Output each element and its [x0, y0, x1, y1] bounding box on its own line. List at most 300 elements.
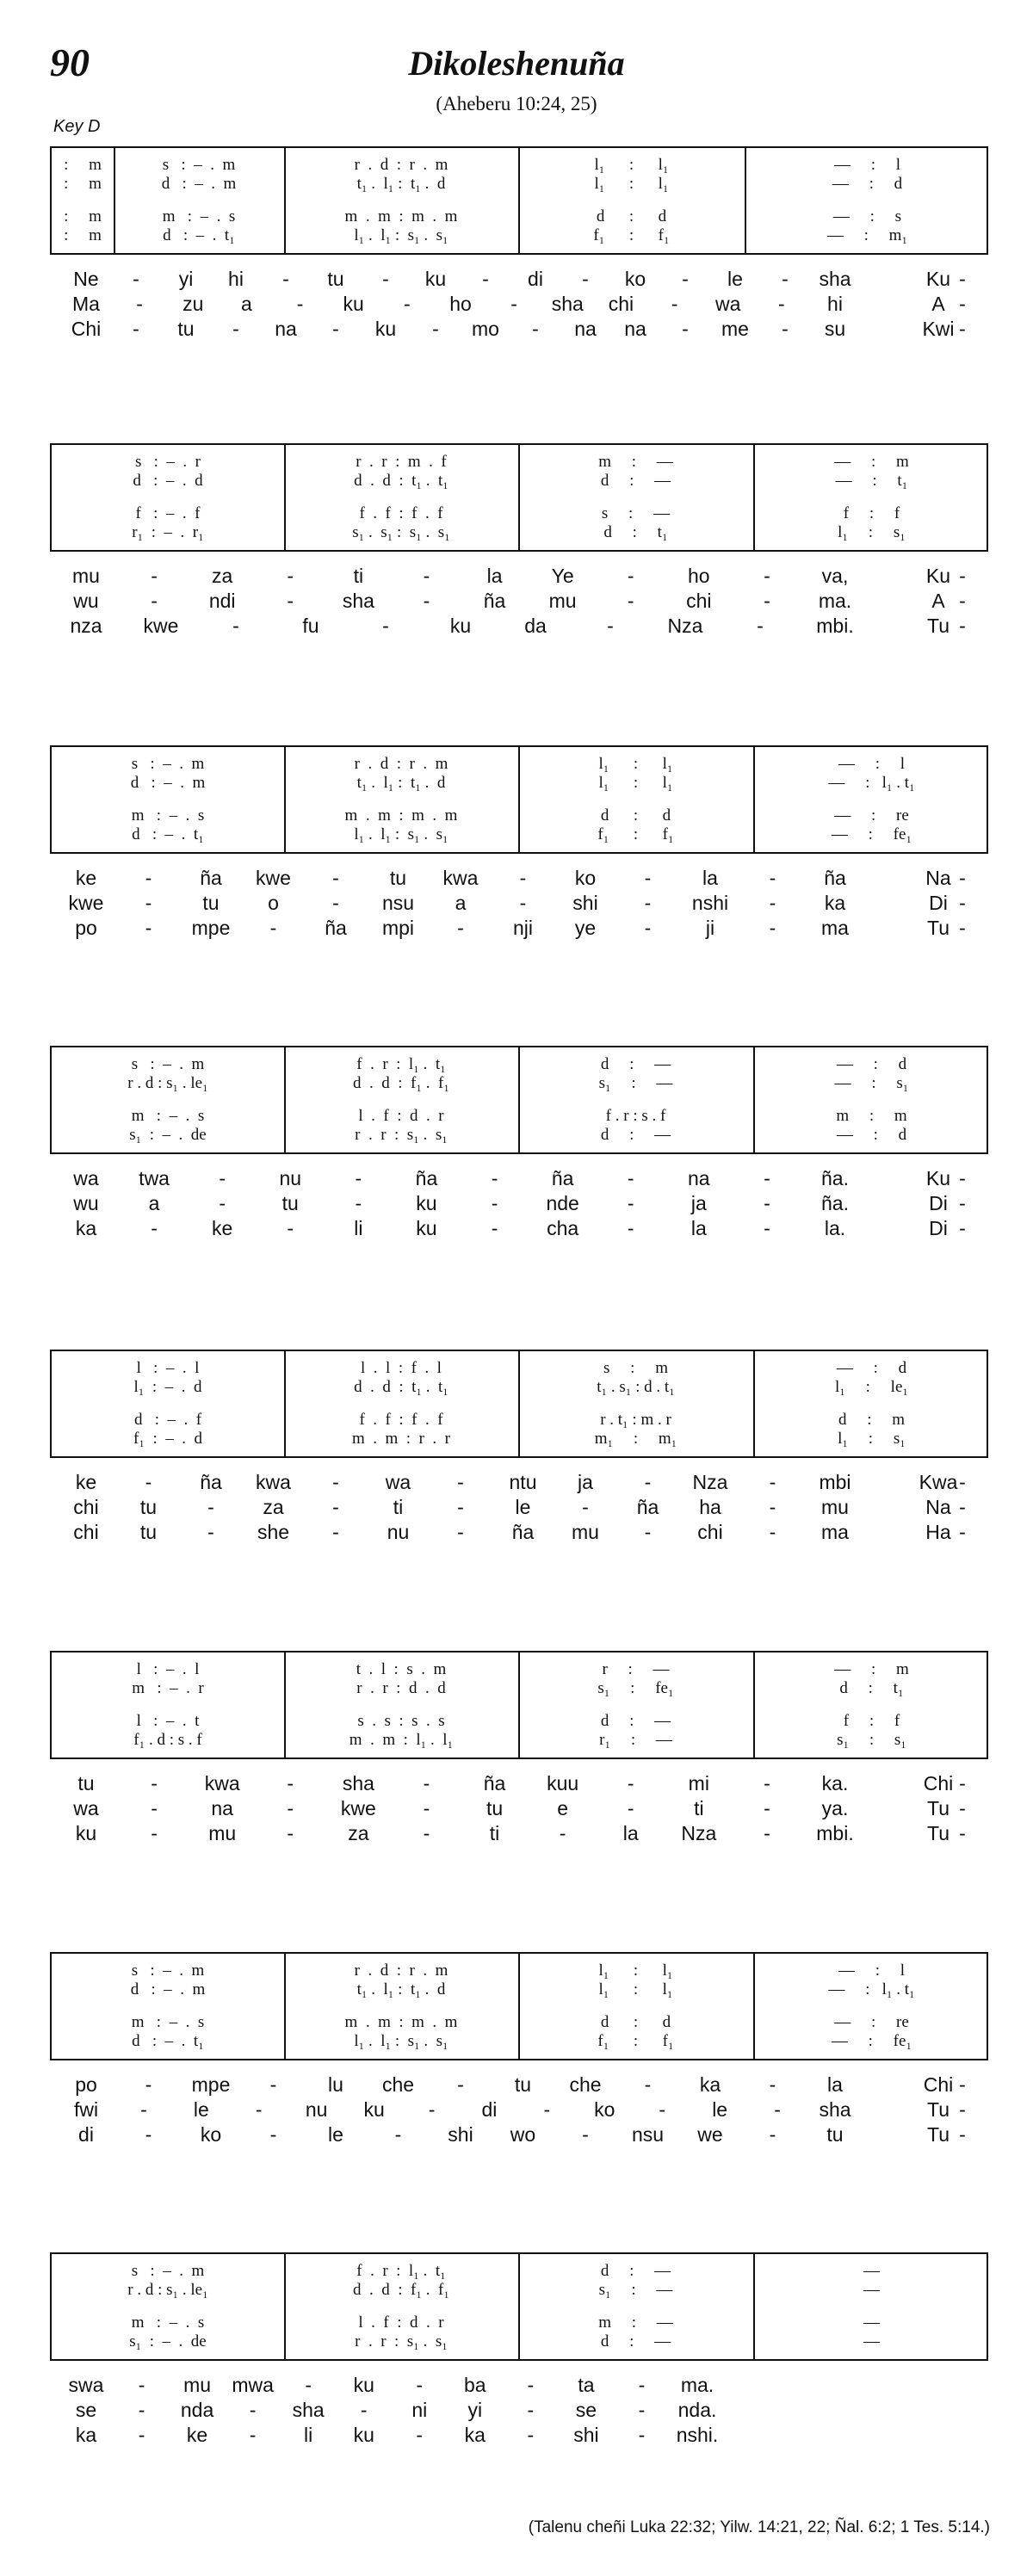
lyric-syllable: Ye — [551, 565, 574, 587]
solfa-measure: l₁ . l₁ : s₁ . s₁ — [354, 825, 448, 843]
lyric-syllable: la. — [824, 1217, 846, 1239]
syllable-hyphen: - — [959, 1471, 966, 1493]
solfa-measure: d : – . t₁ — [132, 2032, 204, 2050]
syllable-hyphen: - — [959, 1192, 966, 1214]
syllable-hyphen: - — [296, 293, 304, 315]
syllable-hyphen: - — [778, 293, 785, 315]
voice-part — [52, 1730, 987, 1751]
lyrics-block — [0, 1470, 1033, 1545]
solfa-measure: d : d — [600, 806, 671, 825]
lyric-syllable: shi — [448, 2123, 473, 2146]
syllable-hyphen: - — [432, 318, 439, 340]
solfa-measure: — : l — [838, 755, 906, 773]
lyric-syllable: nu — [387, 1521, 410, 1543]
solfa-measure: d : — — [600, 1712, 671, 1730]
lyric-syllable: ku — [416, 1192, 437, 1214]
lyric-line — [0, 2373, 1033, 2398]
lyric-syllable: po — [75, 917, 97, 939]
solfa-measure: s : – . m — [131, 1961, 205, 1980]
lyric-syllable: Kwa — [919, 1471, 958, 1493]
lyric-line — [0, 1216, 1033, 1241]
lyric-syllable: Di — [929, 892, 948, 914]
syllable-hyphen: - — [145, 917, 152, 939]
lyric-syllable: ka — [464, 2424, 486, 2446]
voice-part — [52, 825, 987, 845]
syllable-hyphen: - — [959, 867, 966, 889]
solfa-measure: t₁ . l₁ : t₁ . d — [356, 175, 446, 193]
lyric-syllable: ti — [353, 565, 364, 587]
syllable-hyphen: - — [145, 2123, 152, 2146]
lyric-syllable: mbi. — [816, 1822, 854, 1844]
lyric-line — [0, 1191, 1033, 1216]
syllable-hyphen: - — [355, 1192, 362, 1214]
lyric-syllable: va, — [821, 565, 849, 587]
solfa-measure: f₁ : – . d — [133, 1430, 202, 1448]
lyric-syllable: ka — [699, 2073, 721, 2096]
syllable-hyphen: - — [959, 615, 966, 637]
solfa-measure: l . l : f . l — [361, 1359, 442, 1377]
solfa-measure: l : – . t — [136, 1712, 200, 1730]
syllable-hyphen: - — [145, 867, 152, 889]
solfa-measure: r . r : d . d — [356, 1679, 446, 1697]
staff-system — [50, 1651, 988, 1759]
lyric-syllable: ku — [424, 268, 447, 290]
voice-part — [52, 207, 987, 227]
solfa-measure: r . d : s₁ . le₁ — [127, 1074, 208, 1092]
solfa-measure: t₁ . s₁ : d . t₁ — [597, 1378, 675, 1396]
solfa-measure: r . r : s₁ . s₁ — [355, 1126, 448, 1144]
key-signature: Key D — [53, 117, 101, 136]
lyric-syllable: Di — [929, 1217, 948, 1239]
solfa-measure: l₁ . l₁ : s₁ . s₁ — [354, 2032, 448, 2050]
lyric-syllable: tu — [139, 1521, 158, 1543]
syllable-hyphen: - — [287, 565, 294, 587]
lyric-syllable: ni — [411, 2399, 428, 2421]
solfa-measure: l₁ : l₁ — [598, 1980, 673, 1998]
syllable-hyphen: - — [482, 268, 489, 290]
lyric-syllable: tu — [77, 1772, 95, 1795]
lyric-syllable: le — [712, 2098, 728, 2121]
lyric-syllable: mpi — [381, 917, 415, 939]
syllable-hyphen: - — [959, 2098, 966, 2121]
footer-references: (Talenu cheñi Luka 22:32; Yilw. 14:21, 22; Ñal. 6:2; 1 Tes. 5:14.) — [528, 2518, 990, 2536]
lyric-line — [0, 2073, 1033, 2097]
syllable-hyphen: - — [457, 1471, 464, 1493]
voice-part — [52, 471, 987, 491]
lyric-syllable: a — [148, 1192, 160, 1214]
solfa-measure: l₁ : s₁ — [838, 523, 906, 541]
syllable-hyphen: - — [769, 1496, 776, 1518]
lyric-syllable: shi — [572, 892, 598, 914]
lyrics-block — [0, 866, 1033, 941]
solfa-measure: l₁ : l₁ — [594, 175, 669, 193]
syllable-hyphen: - — [764, 1217, 770, 1239]
solfa-measure: s₁ : — — [598, 1074, 673, 1092]
lyric-syllable: za — [348, 1822, 369, 1844]
syllable-hyphen: - — [774, 2098, 781, 2121]
voice-part — [52, 754, 987, 775]
lyric-syllable: kwe — [256, 867, 291, 889]
lyric-syllable: Tu — [927, 2098, 949, 2121]
lyric-syllable: na — [275, 318, 297, 340]
solfa-measure: d : – . f — [133, 1411, 202, 1429]
lyric-syllable: chi — [73, 1496, 99, 1518]
solfa-measure: d : — — [600, 472, 671, 490]
lyric-syllable: ma. — [680, 2374, 714, 2396]
solfa-measure: r . t₁ : m . r — [600, 1411, 671, 1429]
syllable-hyphen: - — [769, 2123, 776, 2146]
lyrics-block — [0, 2373, 1033, 2448]
lyric-line — [0, 2398, 1033, 2423]
solfa-measure: f : f — [843, 1712, 900, 1730]
lyric-syllable: o — [268, 892, 279, 914]
solfa-measure: m₁ : m₁ — [594, 1430, 677, 1448]
lyric-line — [0, 1470, 1033, 1495]
lyric-syllable: nu — [279, 1167, 302, 1189]
voice-part — [52, 174, 987, 195]
solfa-measure: r₁ : – . r₁ — [132, 523, 204, 541]
lyric-syllable: za — [263, 1496, 284, 1518]
solfa-measure: s : – . m — [162, 156, 236, 174]
lyric-syllable: di — [78, 2123, 94, 2146]
lyric-syllable: ndi — [208, 590, 236, 612]
syllable-hyphen: - — [764, 1772, 770, 1795]
lyric-line — [0, 1495, 1033, 1520]
lyric-syllable: tu — [327, 268, 344, 290]
lyric-syllable: e — [557, 1797, 569, 1819]
lyric-syllable: ta — [578, 2374, 595, 2396]
voice-part — [52, 452, 987, 473]
lyric-line — [0, 292, 1033, 317]
lyric-syllable: tu — [139, 1496, 158, 1518]
lyric-syllable: chi — [608, 293, 634, 315]
lyric-syllable: ku — [363, 2098, 385, 2121]
syllable-hyphen: - — [527, 2399, 535, 2421]
syllable-hyphen: - — [219, 1192, 226, 1214]
lyric-syllable: Tu — [927, 1797, 949, 1819]
solfa-measure: — — [863, 2313, 880, 2332]
syllable-hyphen: - — [151, 1822, 158, 1844]
syllable-hyphen: - — [582, 1496, 589, 1518]
syllable-hyphen: - — [416, 2424, 424, 2446]
syllable-hyphen: - — [638, 2374, 646, 2396]
syllable-hyphen: - — [382, 615, 389, 637]
lyric-syllable: Tu — [927, 2123, 949, 2146]
lyric-syllable: ti — [694, 1797, 704, 1819]
voice-part — [52, 1711, 987, 1732]
lyric-syllable: tu — [486, 1797, 504, 1819]
lyric-syllable: mu — [548, 590, 577, 612]
lyric-syllable: sha — [551, 293, 584, 315]
syllable-hyphen: - — [627, 590, 634, 612]
solfa-measure: : m — [64, 226, 102, 244]
syllable-hyphen: - — [644, 1521, 652, 1543]
lyric-syllable: la — [827, 2073, 843, 2096]
syllable-hyphen: - — [404, 293, 411, 315]
lyric-syllable: na — [211, 1797, 233, 1819]
lyric-syllable: se — [75, 2399, 97, 2421]
lyric-syllable: tu — [281, 1192, 299, 1214]
solfa-measure: s₁ : s₁ — [837, 1731, 906, 1749]
solfa-measure: r . d : r . m — [354, 755, 448, 773]
lyric-syllable: ho — [449, 293, 472, 315]
syllable-hyphen: - — [416, 2374, 424, 2396]
syllable-hyphen: - — [249, 2399, 257, 2421]
syllable-hyphen: - — [782, 318, 789, 340]
syllable-hyphen: - — [219, 1167, 226, 1189]
lyric-syllable: di — [481, 2098, 498, 2121]
solfa-measure: f . r : s . f — [605, 1107, 666, 1125]
syllable-hyphen: - — [145, 2073, 152, 2096]
lyric-syllable: da — [524, 615, 547, 637]
lyric-syllable: la — [690, 1217, 707, 1239]
lyric-syllable: mu — [183, 2374, 212, 2396]
lyric-line — [0, 1821, 1033, 1846]
solfa-measure: s : – . m — [131, 1055, 205, 1073]
syllable-hyphen: - — [151, 565, 158, 587]
syllable-hyphen: - — [491, 1192, 498, 1214]
lyric-syllable: ka — [75, 2424, 97, 2446]
lyrics-block — [0, 1771, 1033, 1846]
lyric-syllable: ña — [551, 1167, 574, 1189]
syllable-hyphen: - — [207, 1521, 214, 1543]
lyric-syllable: Chi — [71, 318, 102, 340]
syllable-hyphen: - — [527, 2374, 535, 2396]
syllable-hyphen: - — [207, 1496, 214, 1518]
lyric-syllable: mwa — [232, 2374, 274, 2396]
lyric-syllable: ña — [824, 867, 846, 889]
lyric-syllable: ba — [464, 2374, 486, 2396]
syllable-hyphen: - — [959, 565, 966, 587]
syllable-hyphen: - — [457, 2073, 464, 2096]
lyric-syllable: Ku — [925, 565, 951, 587]
lyric-syllable: li — [354, 1217, 363, 1239]
voice-part — [52, 2280, 987, 2301]
lyric-syllable: Kwi — [922, 318, 955, 340]
syllable-hyphen: - — [382, 268, 389, 290]
lyric-line — [0, 2097, 1033, 2122]
solfa-measure: m : m — [836, 1107, 907, 1125]
lyric-syllable: nda. — [677, 2399, 717, 2421]
lyric-syllable: ña. — [821, 1192, 849, 1214]
voice-part — [52, 806, 987, 826]
solfa-measure: — : fe₁ — [831, 825, 912, 843]
syllable-hyphen: - — [457, 1496, 464, 1518]
lyric-syllable: mu — [208, 1822, 237, 1844]
voice-part — [52, 1659, 987, 1680]
lyric-syllable: ma — [821, 917, 849, 939]
lyric-syllable: ko — [624, 268, 646, 290]
syllable-hyphen: - — [627, 1217, 634, 1239]
lyric-syllable: Nza — [692, 1471, 728, 1493]
lyric-syllable: ha — [699, 1496, 721, 1518]
solfa-measure: m : – . s — [162, 207, 236, 225]
syllable-hyphen: - — [769, 2073, 776, 2096]
lyric-syllable: mo — [472, 318, 499, 340]
lyric-syllable: ku — [449, 615, 472, 637]
lyric-syllable: ma. — [818, 590, 852, 612]
solfa-measure: d : d — [596, 207, 667, 225]
syllable-hyphen: - — [145, 892, 152, 914]
voice-part — [52, 1054, 987, 1075]
solfa-measure: : m — [64, 175, 102, 193]
solfa-measure: r₁ : — — [599, 1731, 672, 1749]
lyric-syllable: nu — [305, 2098, 328, 2121]
solfa-measure: m : – . s — [131, 2313, 205, 2332]
lyric-syllable: sha — [292, 2399, 325, 2421]
syllable-hyphen: - — [769, 1521, 776, 1543]
solfa-measure: m : – . s — [131, 2013, 205, 2031]
solfa-measure: m : — — [598, 2313, 673, 2332]
syllable-hyphen: - — [287, 1772, 294, 1795]
lyric-syllable: she — [257, 1521, 290, 1543]
lyric-syllable: li — [304, 2424, 313, 2446]
syllable-hyphen: - — [764, 1167, 770, 1189]
solfa-measure: d : — — [600, 2332, 671, 2351]
voice-part — [52, 1961, 987, 1981]
lyric-syllable: kwa — [442, 867, 479, 889]
syllable-hyphen: - — [136, 293, 143, 315]
syllable-hyphen: - — [959, 1167, 966, 1189]
lyric-syllable: Nza — [681, 1822, 717, 1844]
syllable-hyphen: - — [457, 1521, 464, 1543]
voice-part — [52, 2012, 987, 2033]
lyric-syllable: ku — [374, 318, 397, 340]
syllable-hyphen: - — [332, 1496, 339, 1518]
lyric-line — [0, 891, 1033, 916]
syllable-hyphen: - — [287, 1217, 294, 1239]
solfa-measure: m . m : m . m — [344, 207, 458, 225]
solfa-measure: f₁ : f₁ — [597, 825, 674, 843]
solfa-measure: l₁ : l₁ — [594, 156, 669, 174]
lyric-syllable: che — [381, 2073, 415, 2096]
lyric-syllable: cha — [547, 1217, 579, 1239]
scripture-reference: (Aheberu 10:24, 25) — [436, 93, 597, 114]
lyric-syllable: le — [515, 1496, 531, 1518]
lyric-syllable: sha — [819, 268, 851, 290]
lyrics-block — [0, 1166, 1033, 1241]
lyric-line — [0, 564, 1033, 589]
solfa-measure: — — [863, 2332, 880, 2351]
solfa-measure: m : – . s — [131, 806, 205, 825]
lyric-line — [0, 1166, 1033, 1191]
voice-part — [52, 1358, 987, 1379]
syllable-hyphen: - — [764, 1822, 770, 1844]
lyric-syllable: A — [931, 590, 945, 612]
solfa-measure: t . l : s . m — [356, 1660, 447, 1678]
voice-part — [52, 522, 987, 543]
solfa-measure: l₁ : le₁ — [834, 1378, 909, 1396]
solfa-measure: l . f : d . r — [358, 1107, 444, 1125]
voice-part — [52, 2031, 987, 2052]
solfa-measure: — : m — [834, 1660, 909, 1678]
solfa-measure: l₁ : l₁ — [598, 755, 673, 773]
solfa-measure: d . d : f₁ . f₁ — [353, 2281, 449, 2299]
lyric-syllable: ña — [483, 1772, 506, 1795]
solfa-measure: r . d : r . m — [354, 1961, 448, 1980]
solfa-measure: — : re — [834, 806, 909, 825]
solfa-measure: s₁ : – . de — [129, 1126, 207, 1144]
lyric-syllable: tu — [389, 867, 407, 889]
syllable-hyphen: - — [269, 917, 277, 939]
lyric-line — [0, 916, 1033, 941]
lyric-syllable: Ha — [925, 1521, 951, 1543]
syllable-hyphen: - — [491, 1217, 498, 1239]
lyric-syllable: twa — [139, 1167, 170, 1189]
voice-part — [52, 1125, 987, 1146]
solfa-measure: l₁ : – . d — [133, 1378, 202, 1396]
syllable-hyphen: - — [355, 1167, 362, 1189]
lyric-syllable: wa — [73, 1167, 99, 1189]
lyric-syllable: Ku — [925, 268, 951, 290]
lyric-syllable: ku — [343, 293, 364, 315]
syllable-hyphen: - — [644, 892, 652, 914]
lyric-syllable: ke — [212, 1217, 233, 1239]
lyric-syllable: le — [727, 268, 743, 290]
solfa-measure: r . d : r . m — [354, 156, 448, 174]
syllable-hyphen: - — [423, 590, 430, 612]
syllable-hyphen: - — [332, 318, 339, 340]
solfa-measure: — : d — [832, 175, 903, 193]
solfa-measure: l : – . l — [136, 1359, 200, 1377]
solfa-measure: r . r : s₁ . s₁ — [355, 2332, 448, 2351]
solfa-measure: l₁ . l₁ : s₁ . s₁ — [354, 226, 448, 244]
lyric-syllable: che — [569, 2073, 602, 2096]
lyric-syllable: sha — [342, 1772, 374, 1795]
lyric-syllable: wa — [385, 1471, 411, 1493]
voice-part — [52, 2332, 987, 2352]
syllable-hyphen: - — [287, 1797, 294, 1819]
syllable-hyphen: - — [269, 2123, 277, 2146]
solfa-measure: f₁ : f₁ — [593, 226, 670, 244]
lyric-syllable: Tu — [927, 1822, 949, 1844]
syllable-hyphen: - — [627, 1797, 634, 1819]
lyric-line — [0, 2423, 1033, 2448]
syllable-hyphen: - — [782, 268, 789, 290]
solfa-measure: d . d : t₁ . t₁ — [354, 472, 448, 490]
solfa-measure: t₁ . l₁ : t₁ . d — [356, 774, 446, 792]
syllable-hyphen: - — [959, 293, 966, 315]
syllable-hyphen: - — [764, 565, 770, 587]
syllable-hyphen: - — [151, 590, 158, 612]
solfa-measure: m : — — [598, 453, 673, 471]
voice-part — [52, 2261, 987, 2282]
syllable-hyphen: - — [423, 1772, 430, 1795]
lyric-syllable: ke — [75, 867, 97, 889]
solfa-measure: l₁ : s₁ — [838, 1430, 906, 1448]
solfa-measure: — — [863, 2262, 880, 2280]
syllable-hyphen: - — [510, 293, 517, 315]
lyric-syllable: ña — [636, 1496, 659, 1518]
syllable-hyphen: - — [527, 2424, 535, 2446]
voice-part — [52, 155, 987, 176]
solfa-measure: m . m : r . r — [352, 1430, 450, 1448]
syllable-hyphen: - — [133, 268, 139, 290]
staff-system — [50, 1046, 988, 1154]
lyric-syllable: nshi. — [676, 2424, 719, 2446]
lyric-syllable: Ma — [72, 293, 100, 315]
lyric-syllable: na — [688, 1167, 710, 1189]
syllable-hyphen: - — [140, 2098, 147, 2121]
solfa-measure: s₁ : – . de — [129, 2332, 207, 2351]
lyric-syllable: zu — [182, 293, 204, 315]
lyric-syllable: ña — [200, 1471, 222, 1493]
syllable-hyphen: - — [332, 892, 339, 914]
lyric-syllable: la — [702, 867, 718, 889]
syllable-hyphen: - — [769, 867, 776, 889]
solfa-measure: — : l — [833, 156, 901, 174]
lyric-syllable: ña — [325, 917, 347, 939]
